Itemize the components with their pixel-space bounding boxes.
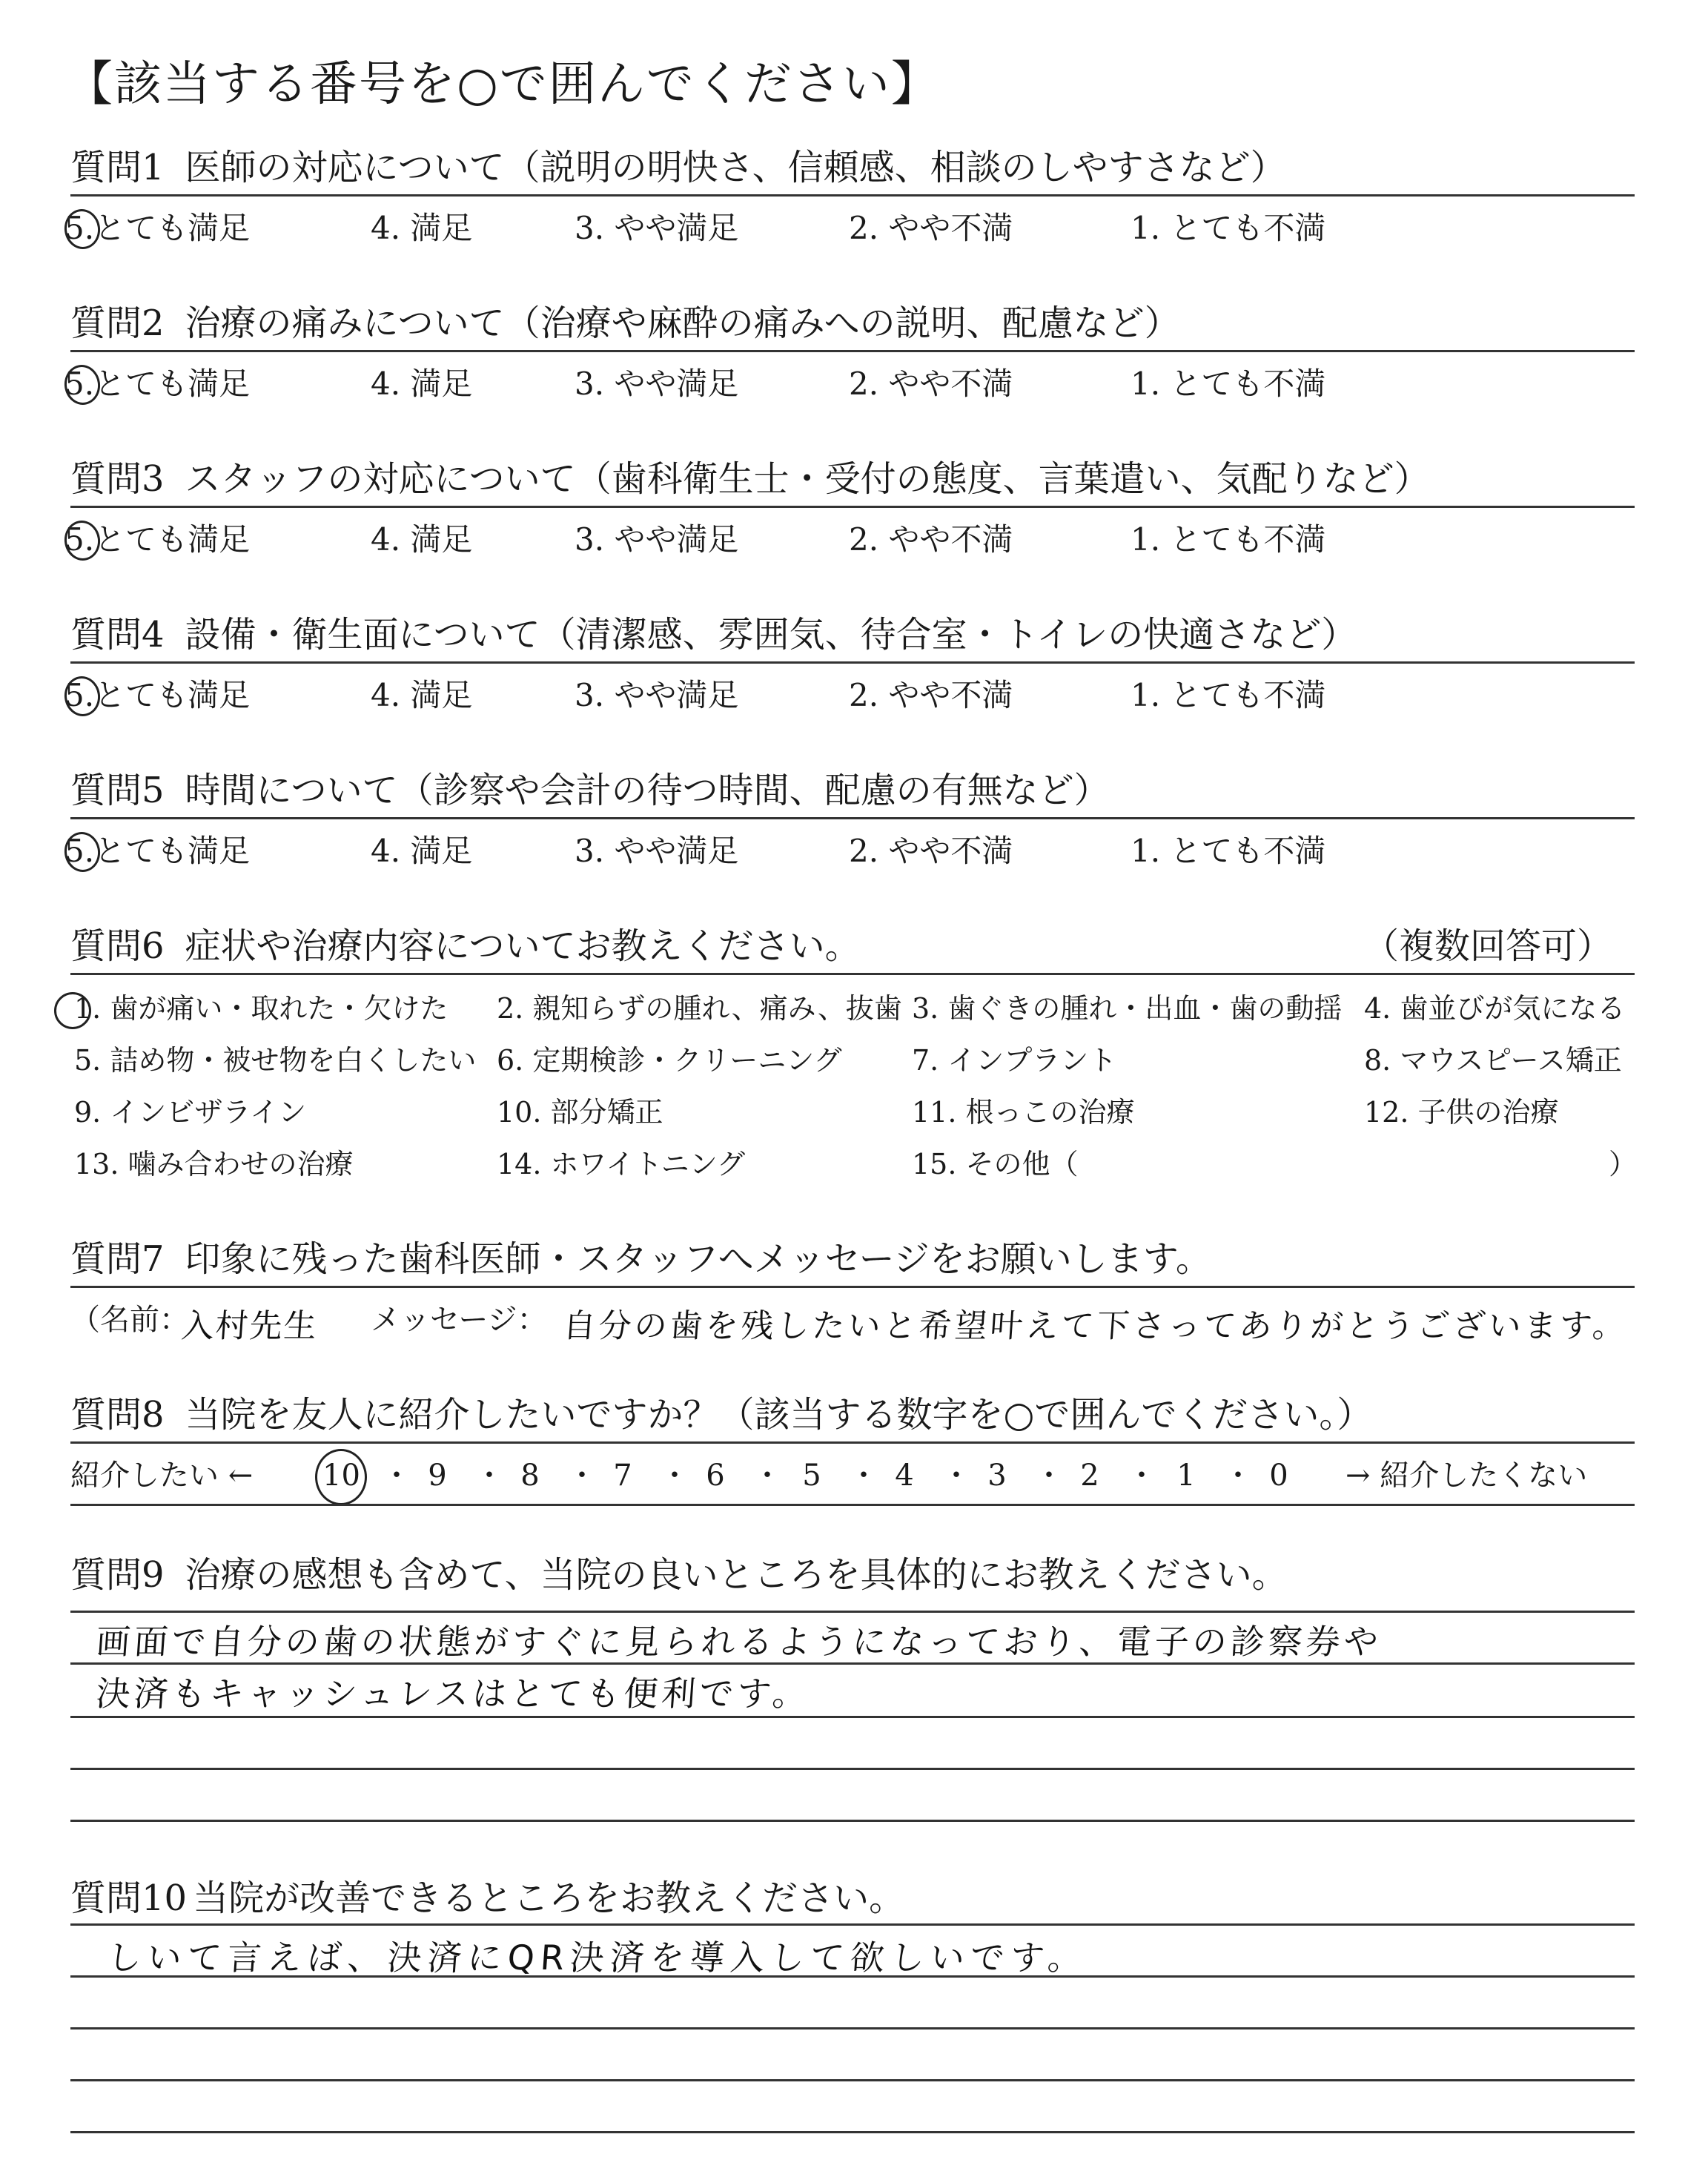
- option-13[interactable]: 13. 噛み合わせの治療: [74, 1148, 354, 1180]
- option-5[interactable]: 5. 詰め物・被せ物を白くしたい: [74, 1044, 477, 1077]
- answer-line: [70, 2131, 1635, 2133]
- message-value[interactable]: 自分の歯を残したいと希望叶えて下さってありがとうございます。: [561, 1307, 1629, 1345]
- scale-left-label: 紹介したい ←: [70, 1459, 254, 1493]
- option-5[interactable]: 5.とても満足: [70, 208, 250, 249]
- scale-dot: ・: [941, 1459, 971, 1493]
- question-5: [70, 768, 1635, 813]
- question-text: 印象に残った歯科医師・スタッフへメッセージをお願いします。: [185, 1238, 1211, 1280]
- option-7[interactable]: 7. インプラント: [912, 1044, 1117, 1077]
- message-label: メッセージ：: [371, 1303, 547, 1337]
- option-1[interactable]: 1. 歯が痛い・取れた・欠けた: [74, 992, 448, 1025]
- options-q4: [64, 675, 1635, 716]
- question-10: [70, 1876, 1635, 1920]
- scale-dot: ・: [1034, 1459, 1064, 1493]
- scale-dot: ・: [1223, 1459, 1253, 1493]
- option-4[interactable]: 4. 歯並びが気になる: [1364, 992, 1626, 1025]
- option-5[interactable]: 5.とても満足: [70, 519, 250, 561]
- answer-line: [70, 1820, 1635, 1822]
- answer-line-1[interactable]: しいて言えば、決済にQR決済を導入して欲しいです。: [105, 1938, 1090, 1978]
- scale-right-label: → 紹介したくない: [1345, 1459, 1588, 1493]
- option-4[interactable]: 4. 満足: [371, 833, 473, 869]
- option-4[interactable]: 4. 満足: [371, 521, 473, 558]
- option-2[interactable]: 2. やや不満: [849, 521, 1013, 558]
- answer-line: [70, 1662, 1635, 1665]
- question-4: [70, 612, 1635, 657]
- option-3[interactable]: 3. やや満足: [575, 833, 739, 869]
- option-4[interactable]: 4. 満足: [371, 210, 473, 246]
- question-number: 質問9: [70, 1554, 165, 1596]
- scale-dot: ・: [849, 1459, 878, 1493]
- divider: [70, 350, 1635, 352]
- option-12[interactable]: 12. 子供の治療: [1364, 1096, 1559, 1129]
- option-14[interactable]: 14. ホワイトニング: [497, 1148, 746, 1180]
- options-q5: [64, 830, 1635, 872]
- answer-line: [70, 1923, 1635, 1926]
- scale-1[interactable]: 1: [1176, 1459, 1196, 1493]
- option-3[interactable]: 3. やや満足: [575, 521, 739, 558]
- divider: [70, 661, 1635, 664]
- symptom-options: [70, 989, 1638, 1197]
- option-5[interactable]: 5.とても満足: [70, 830, 250, 872]
- scale-dot: ・: [382, 1459, 411, 1493]
- option-6[interactable]: 6. 定期検診・クリーニング: [497, 1044, 842, 1077]
- question-text: 治療の痛みについて（治療や麻酔の痛みへの説明、配慮など）: [185, 303, 1180, 344]
- name-value[interactable]: 入村先生: [179, 1307, 320, 1345]
- question-text: 治療の感想も含めて、当院の良いところを具体的にお教えください。: [185, 1554, 1288, 1596]
- scale-8[interactable]: 8: [520, 1459, 540, 1493]
- scale-0[interactable]: 0: [1269, 1459, 1288, 1493]
- question-number: 質問4: [70, 614, 165, 655]
- scale-9[interactable]: 9: [428, 1459, 447, 1493]
- option-1[interactable]: 1. とても不満: [1131, 366, 1326, 402]
- multiple-answers-note: （複数回答可）: [1363, 925, 1612, 967]
- answer-line: [70, 1611, 1635, 1613]
- scale-3[interactable]: 3: [987, 1459, 1007, 1493]
- answer-line: [70, 1768, 1635, 1770]
- option-3[interactable]: 3. やや満足: [575, 677, 739, 713]
- question-3: [70, 457, 1635, 501]
- option-2[interactable]: 2. やや不満: [849, 210, 1013, 246]
- option-4[interactable]: 4. 満足: [371, 677, 473, 713]
- scale-5[interactable]: 5: [802, 1459, 821, 1493]
- question-text: 設備・衛生面について（清潔感、雰囲気、待合室・トイレの快適さなど）: [185, 614, 1357, 655]
- answer-line: [70, 1975, 1635, 1978]
- option-2[interactable]: 2. やや不満: [849, 833, 1013, 869]
- question-number: 質問6: [70, 925, 165, 967]
- question-text: 当院が改善できるところをお教えください。: [193, 1877, 905, 1919]
- option-3[interactable]: 3. やや満足: [575, 210, 739, 246]
- form-header: 【該当する番号を○で囲んでください】: [65, 57, 940, 112]
- divider: [70, 1504, 1635, 1506]
- scale-2[interactable]: 2: [1080, 1459, 1099, 1493]
- question-7: [70, 1237, 1635, 1281]
- answer-line-1[interactable]: 画面で自分の歯の状態がすぐに見られるようになっており、電子の診察券や: [94, 1622, 1383, 1662]
- option-15-close: ）: [1609, 1148, 1638, 1180]
- question-number: 質問8: [70, 1394, 165, 1436]
- option-2[interactable]: 2. 親知らずの腫れ、痛み、抜歯: [497, 992, 902, 1025]
- divider: [70, 973, 1635, 975]
- answer-line: [70, 2027, 1635, 2029]
- scale-7[interactable]: 7: [613, 1459, 632, 1493]
- scale-10[interactable]: 10: [322, 1459, 360, 1493]
- divider: [70, 1286, 1635, 1288]
- scale-dot: ・: [567, 1459, 597, 1493]
- answer-line: [70, 2079, 1635, 2081]
- option-8[interactable]: 8. マウスピース矯正: [1364, 1044, 1622, 1077]
- question-text: 症状や治療内容についてお教えください。: [185, 925, 861, 967]
- answer-line-2[interactable]: 決済もキャッシュレスはとても便利です。: [94, 1674, 812, 1714]
- question-6: [70, 924, 1635, 968]
- options-q2: [64, 363, 1635, 405]
- question-2: [70, 301, 1635, 346]
- divider: [70, 817, 1635, 819]
- option-5[interactable]: 5.とても満足: [70, 675, 250, 716]
- question-number: 質問10: [70, 1877, 188, 1919]
- option-15[interactable]: 15. その他（: [912, 1148, 1079, 1180]
- recommend-scale: [70, 1453, 1635, 1498]
- option-9[interactable]: 9. インビザライン: [74, 1096, 307, 1129]
- option-3[interactable]: 3. 歯ぐきの腫れ・出血・歯の動揺: [912, 992, 1343, 1025]
- options-q3: [64, 519, 1635, 561]
- question-number: 質問7: [70, 1238, 165, 1280]
- divider: [70, 506, 1635, 508]
- option-1[interactable]: 1. とても不満: [1131, 521, 1326, 558]
- divider: [70, 194, 1635, 196]
- option-2[interactable]: 2. やや不満: [849, 366, 1013, 402]
- question-text: 医師の対応について（説明の明快さ、信頼感、相談のしやすさなど）: [185, 147, 1286, 188]
- option-1[interactable]: 1. とても不満: [1131, 210, 1326, 246]
- option-1[interactable]: 1. とても不満: [1131, 677, 1326, 713]
- question-number: 質問2: [70, 303, 165, 344]
- option-5[interactable]: 5.とても満足: [70, 363, 250, 405]
- name-label: （名前：: [70, 1303, 189, 1337]
- scale-dot: ・: [474, 1459, 504, 1493]
- question-number: 質問5: [70, 770, 165, 811]
- scale-dot: ・: [1127, 1459, 1156, 1493]
- option-1[interactable]: 1. とても不満: [1131, 833, 1326, 869]
- option-2[interactable]: 2. やや不満: [849, 677, 1013, 713]
- option-11[interactable]: 11. 根っこの治療: [912, 1096, 1135, 1129]
- question-text: スタッフの対応について（歯科衛生士・受付の態度、言葉遣い、気配りなど）: [185, 458, 1430, 500]
- scale-6[interactable]: 6: [706, 1459, 725, 1493]
- answer-line: [70, 1716, 1635, 1718]
- question-text: 当院を友人に紹介したいですか？（該当する数字を○で囲んでください。）: [185, 1394, 1373, 1436]
- divider: [70, 1441, 1635, 1444]
- question-9: [70, 1553, 1635, 1597]
- option-4[interactable]: 4. 満足: [371, 366, 473, 402]
- question-1: [70, 145, 1635, 190]
- question-number: 質問1: [70, 147, 165, 188]
- question-number: 質問3: [70, 458, 165, 500]
- message-row: [70, 1296, 1635, 1344]
- scale-4[interactable]: 4: [895, 1459, 914, 1493]
- options-q1: [64, 208, 1635, 249]
- scale-dot: ・: [660, 1459, 689, 1493]
- scale-dot: ・: [752, 1459, 782, 1493]
- question-text: 時間について（診察や会計の待つ時間、配慮の有無など）: [185, 770, 1110, 811]
- option-10[interactable]: 10. 部分矯正: [497, 1096, 663, 1129]
- question-8: [70, 1393, 1635, 1437]
- option-3[interactable]: 3. やや満足: [575, 366, 739, 402]
